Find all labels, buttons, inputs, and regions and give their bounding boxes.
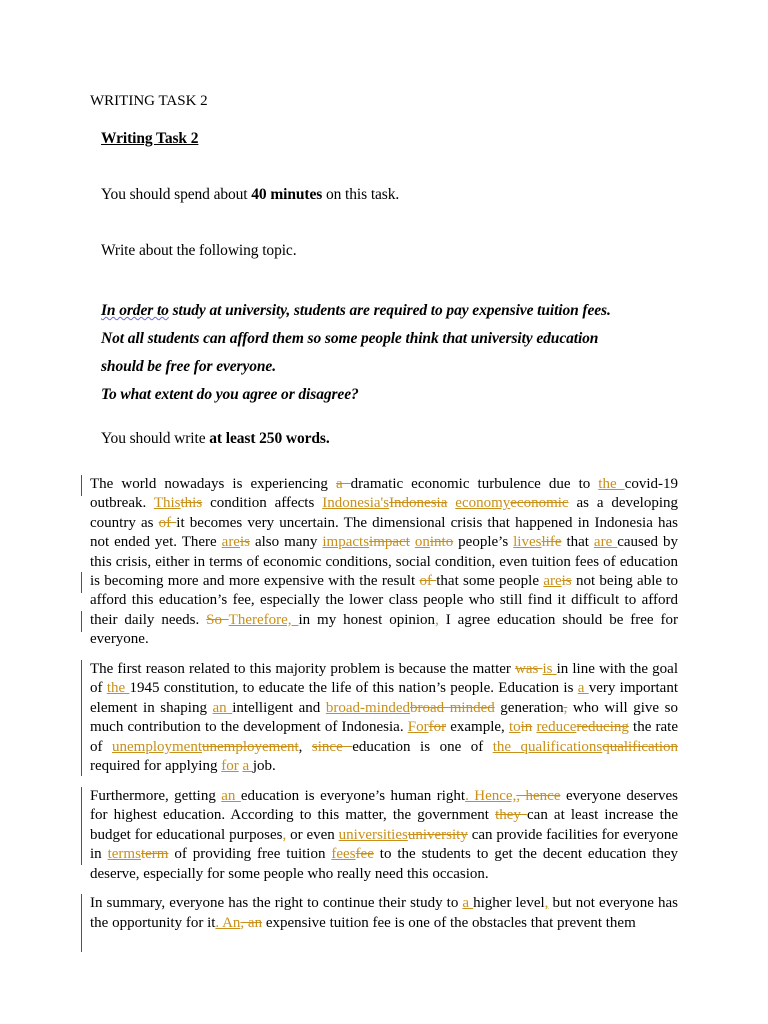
tracked-deletion[interactable]: life <box>541 534 562 551</box>
essay-text: Furthermore, getting <box>90 787 222 804</box>
tracked-insertion[interactable]: is <box>542 661 557 678</box>
essay-paragraph-1[interactable] <box>90 475 678 650</box>
essay-text: dramatic economic turbulence due to <box>350 476 599 492</box>
essay-text: who will give so much contribution to the development of Indonesia. <box>90 699 678 736</box>
essay-text: it becomes very uncertain. The dimensional crisis that happened in Indonesia has not ended yet. There <box>90 514 679 551</box>
tracked-deletion[interactable]: is <box>561 573 572 590</box>
prompt-title: Writing Task 2 <box>101 130 199 147</box>
tracked-insertion[interactable]: universities <box>338 826 408 843</box>
essay-text: condition affects <box>202 495 323 512</box>
tracked-insertion[interactable]: are <box>543 573 562 590</box>
tracked-insertion[interactable]: . Hence, <box>465 787 517 804</box>
essay-text: also many <box>249 534 323 551</box>
tracked-deletion[interactable]: impact <box>369 534 410 551</box>
tracked-insertion[interactable]: , <box>544 895 549 912</box>
tracked-insertion[interactable]: terms <box>107 846 141 863</box>
tracked-deletion[interactable]: So <box>206 611 229 628</box>
essay-text: everyone deserves for highest education. According to this matter, the government <box>90 787 678 824</box>
essay-text: of providing free tuition <box>168 846 332 863</box>
essay-text: education is one of <box>352 738 493 755</box>
prompt-topic-line-3: should be free for everyone. <box>101 358 276 375</box>
essay-paragraph-2[interactable] <box>90 660 678 776</box>
tracked-insertion[interactable]: impacts <box>322 534 370 551</box>
tracked-insertion[interactable]: reduce <box>536 719 577 736</box>
essay-body[interactable] <box>90 475 678 944</box>
essay-text: or even <box>286 826 339 843</box>
tracked-insertion[interactable]: economy <box>455 495 511 512</box>
essay-text: expensive tuition fee is one of the obstacles that prevent them <box>262 914 636 931</box>
tracked-insertion[interactable]: a <box>242 758 253 775</box>
tracked-insertion[interactable]: the <box>598 476 625 492</box>
tracked-deletion[interactable]: qualification <box>602 738 679 755</box>
tracked-insertion[interactable]: , <box>282 826 287 843</box>
change-bar <box>81 572 82 593</box>
tracked-deletion[interactable]: of <box>158 514 177 531</box>
tracked-insertion[interactable]: broad-minded <box>325 699 411 716</box>
tracked-insertion[interactable]: a <box>577 680 589 697</box>
tracked-deletion[interactable]: , hence <box>516 787 561 804</box>
tracked-insertion[interactable]: are <box>221 534 240 551</box>
spelling-squiggle[interactable]: In order to <box>101 302 169 319</box>
essay-text: required for applying <box>90 758 222 775</box>
document-heading: WRITING TASK 2 <box>90 93 208 109</box>
tracked-deletion[interactable]: this <box>180 495 203 512</box>
essay-text: as a developing country as <box>90 495 679 531</box>
tracked-deletion[interactable]: economic <box>510 495 569 512</box>
tracked-deletion[interactable]: university <box>407 826 468 843</box>
essay-text: very important element in shaping <box>90 680 678 716</box>
essay-text: but not everyone has the opportunity for it <box>90 895 678 931</box>
tracked-deletion[interactable]: , <box>563 699 568 716</box>
tracked-insertion[interactable]: unemployment <box>112 738 202 755</box>
change-bar <box>81 787 82 865</box>
essay-text: in line with the goal of <box>90 661 678 697</box>
prompt-word-count: You should write at least 250 words. <box>101 430 330 447</box>
tracked-insertion[interactable]: For <box>407 719 429 736</box>
task-prompt <box>101 129 661 449</box>
prompt-question: To what extent do you agree or disagree? <box>101 386 359 403</box>
tracked-insertion[interactable]: . An <box>215 914 241 931</box>
essay-text: caused by this crisis, either in terms of economic conditions, social condition, even tuition fees of education is becoming more and more expensive with the result <box>90 534 679 590</box>
tracked-insertion[interactable]: This <box>153 495 181 512</box>
tracked-insertion[interactable]: an <box>221 787 241 804</box>
essay-text: 1945 constitution, to educate the life of this nation’s people. Education is <box>129 680 578 697</box>
tracked-deletion[interactable]: fee <box>355 846 374 863</box>
tracked-insertion[interactable]: the qualifications <box>492 738 603 755</box>
essay-paragraph-3[interactable] <box>90 787 678 884</box>
tracked-deletion[interactable]: reducing <box>576 719 629 736</box>
essay-text: education is everyone’s human right <box>240 787 466 804</box>
essay-text: intelligent and <box>232 699 326 716</box>
tracked-insertion[interactable]: on <box>414 534 430 551</box>
tracked-insertion[interactable]: fees <box>331 846 356 863</box>
essay-text: higher level <box>473 895 545 912</box>
essay-text: job. <box>252 758 276 775</box>
tracked-insertion[interactable]: , <box>435 611 439 628</box>
essay-text: to the students to get the decent education they deserve, especially for some people who really need this occasion. <box>90 846 678 882</box>
tracked-insertion[interactable]: Indonesia's <box>322 495 390 512</box>
essay-text: I agree education should be free for everyone. <box>90 611 678 648</box>
prompt-time-instruction: You should spend about 40 minutes on this task. <box>101 186 400 203</box>
change-bar <box>81 660 82 776</box>
essay-text: that some people <box>436 573 544 590</box>
essay-text: covid-19 outbreak. <box>90 476 678 512</box>
essay-text: The world nowadays is experiencing <box>90 476 336 492</box>
essay-paragraph-4[interactable] <box>90 894 678 933</box>
tracked-deletion[interactable]: , an <box>240 914 263 931</box>
essay-text: in my honest opinion <box>298 611 436 628</box>
change-bar <box>81 611 82 632</box>
essay-text: , <box>298 738 312 755</box>
tracked-insertion[interactable]: to <box>508 719 521 736</box>
tracked-deletion[interactable]: unemployement <box>202 738 299 755</box>
tracked-deletion[interactable]: of <box>419 573 437 590</box>
tracked-deletion[interactable]: a <box>335 476 351 492</box>
essay-text: people’s <box>453 534 514 551</box>
tracked-deletion[interactable]: for <box>428 719 447 736</box>
tracked-insertion[interactable]: an <box>212 699 233 716</box>
prompt-topic-line-2: Not all students can afford them so some people think that university education <box>101 330 599 347</box>
essay-text: The first reason related to this majority problem is because the matter <box>90 661 516 678</box>
change-bar <box>81 475 82 496</box>
essay-text: In summary, everyone has the right to continue their study to <box>90 895 463 912</box>
tracked-insertion[interactable]: for <box>221 758 239 775</box>
change-bar <box>81 894 82 952</box>
tracked-deletion[interactable]: they <box>495 807 527 824</box>
prompt-topic-line-1: In order to study at university, students are required to pay expensive tuition fees. <box>101 302 611 319</box>
tracked-insertion[interactable]: a <box>462 895 474 912</box>
tracked-insertion[interactable]: are <box>593 534 618 551</box>
essay-text: can at least increase the budget for educational purposes <box>90 807 678 843</box>
tracked-deletion[interactable]: Indonesia <box>389 495 448 512</box>
tracked-deletion[interactable]: into <box>429 534 454 551</box>
essay-text: can provide facilities for everyone in <box>90 826 678 863</box>
tracked-deletion[interactable]: is <box>239 534 250 551</box>
tracked-deletion[interactable]: in <box>520 719 533 736</box>
prompt-write-about: Write about the following topic. <box>101 242 297 259</box>
essay-text: not being able to afford this education’s fee, especially the lower class people who still find it difficult to afford their daily needs. <box>90 573 678 628</box>
tracked-insertion[interactable]: the <box>106 680 130 697</box>
essay-text: example, <box>446 719 509 736</box>
essay-text: generation <box>494 699 564 716</box>
tracked-deletion[interactable]: term <box>140 846 169 863</box>
essay-text: that <box>561 534 594 551</box>
tracked-insertion[interactable]: Therefore, <box>228 611 299 628</box>
tracked-deletion[interactable]: broad minded <box>410 699 495 716</box>
tracked-deletion[interactable]: was <box>515 661 543 678</box>
essay-text: the rate of <box>90 719 678 755</box>
tracked-deletion[interactable]: since <box>311 738 353 755</box>
tracked-insertion[interactable]: lives <box>513 534 542 551</box>
